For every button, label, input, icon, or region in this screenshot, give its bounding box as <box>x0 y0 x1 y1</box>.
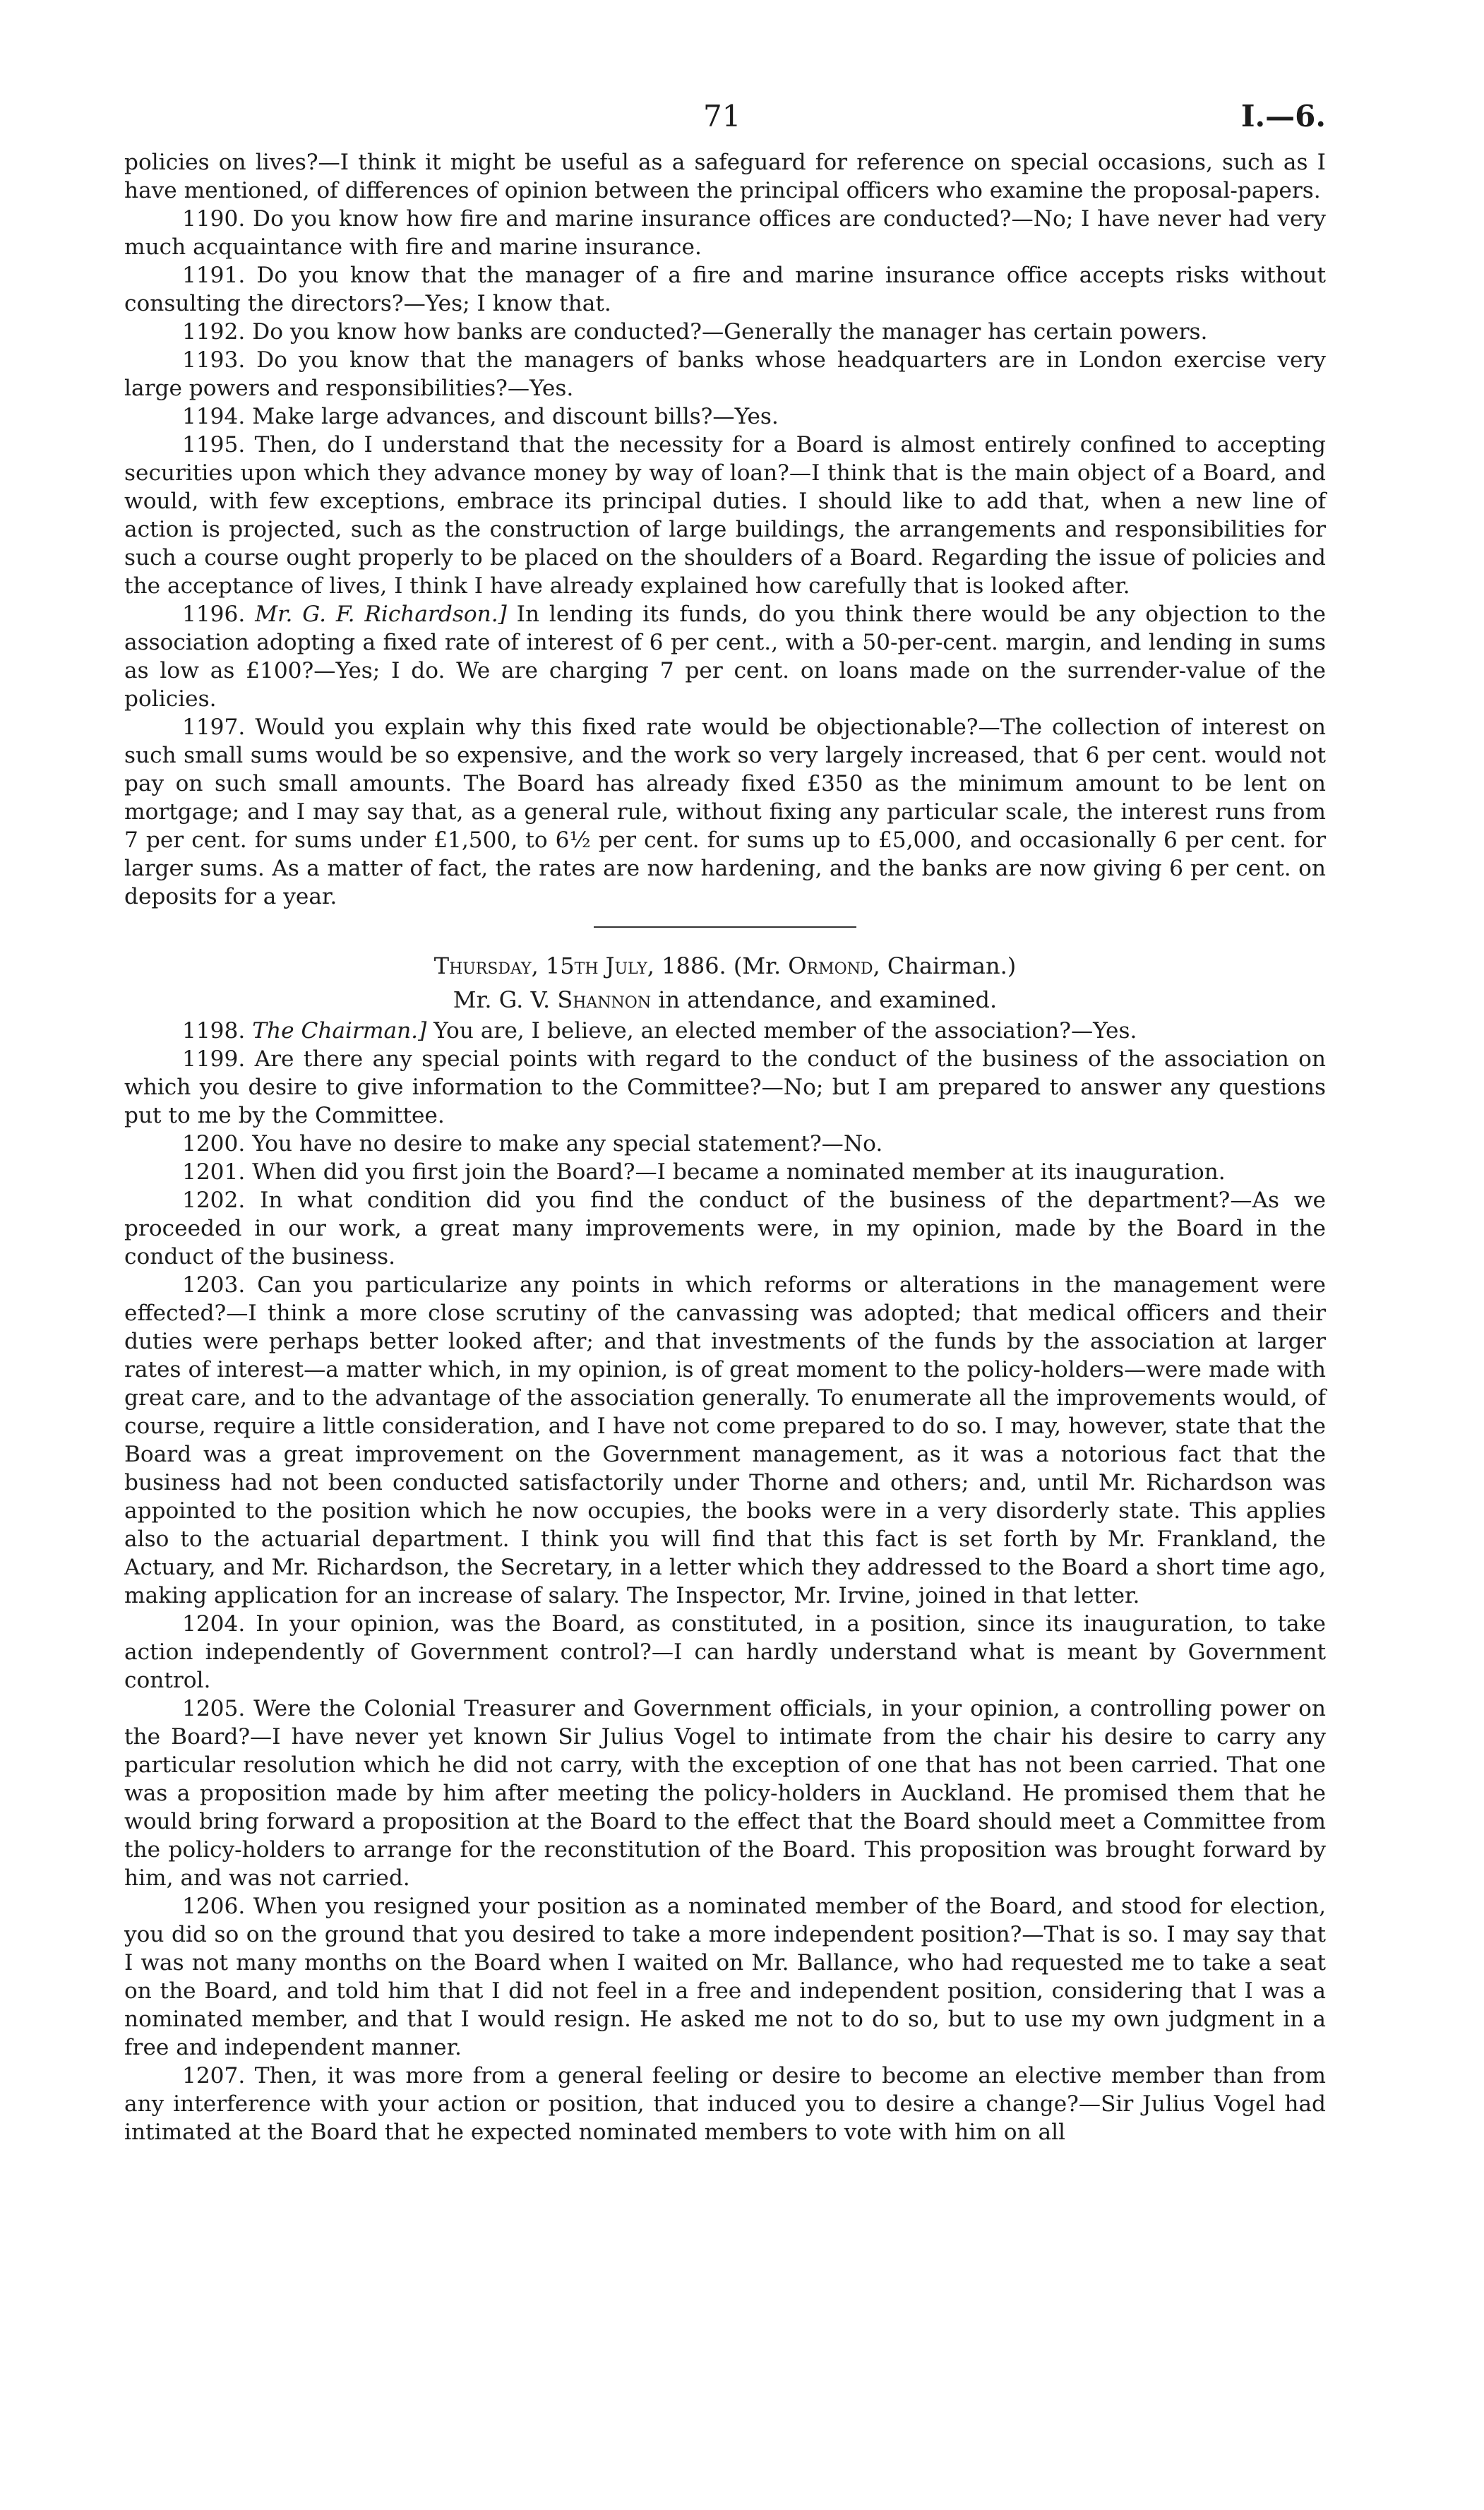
question-1196 <box>124 600 1326 713</box>
question-number: 1196. <box>182 602 246 627</box>
question-text: In lending its funds, do you think there would be any objection to the association adopting a fixed rate of interest of 6 per cent., with a 50-per-cent. margin, and lending in sums as low as £100?—Yes; I do. We are charging 7 per cent. on loans made on the surrender-value of the policies. <box>124 602 1327 712</box>
witness-prefix: Mr. G. V. <box>453 986 551 1013</box>
question-1194: 1194. Make large advances, and discount bills?—Yes. <box>182 404 779 429</box>
question-1195: 1195. Then, do I understand that the necessity for a Board is almost entirely confined to accepting securities upon which they advance money by way of loan?—I think that is the main object of a Board, and would, with few exceptions, embrace its principal duties. I should like to add that, when a new line of action is projected, such as the construction of large buildings, the arrangements and responsibilities for such a course ought properly to be placed on the shoulders of a Board. Regarding the issue of policies and the acceptance of lives, I think I have already explained how carefully that is looked after. <box>124 432 1326 599</box>
page-header <box>124 0 1326 148</box>
session-heading <box>124 949 1326 983</box>
question-1192: 1192. Do you know how banks are conducted?—Generally the manager has certain powers. <box>182 319 1208 345</box>
question-1204: 1204. In your opinion, was the Board, as constituted, in a position, since its inauguration, to take action independently of Government control?—I can hardly understand what is meant by Government control. <box>124 1611 1326 1693</box>
question-1197: 1197. Would you explain why this fixed rate would be objectionable?—The collection of interest on such small sums would be so expensive, and the work so very largely increased, that 6 per cent. would not pay on such small amounts. The Board has already fixed £350 as the minimum amount to be lent on mortgage; and I may say that, as a general rule, without fixing any particular scale, the interest runs from 7 per cent. for sums under £1,500, to 6½ per cent. for sums up to £5,000, and occasionally 6 per cent. for larger sums. As a matter of fact, the rates are now hardening, and the banks are now giving 6 per cent. on deposits for a year. <box>124 715 1326 909</box>
question-1202: 1202. In what condition did you find the conduct of the business of the department?—As we proceeded in our work, a great many improvements were, in my opinion, made by the Board in the conduct of the business. <box>124 1188 1326 1269</box>
chair-open: (Mr. <box>733 952 782 979</box>
question-1191: 1191. Do you know that the manager of a fire and marine insurance office accepts risks without consulting the directors?—Yes; I know that. <box>124 263 1326 316</box>
page-body <box>124 148 1326 2146</box>
document-page <box>124 0 1326 2510</box>
page-number: 71 <box>703 99 741 133</box>
question-1203: 1203. Can you particularize any points in which reforms or alterations in the management were effected?—I think a more close scrutiny of the canvassing was adopted; that medical officers and their duties were perhaps better looked after; and that investments of the funds by the association at larger rates of interest—a matter which, in my opinion, is of great moment to the policy-holders—were made with great care, and to the advantage of the association generally. To enumerate all the improvements would, of course, require a little consideration, and I have not come prepared to do so. I may, however, state that the Board was a great improvement on the Government management, as it was a notorious fact that the business had not been conducted satisfactorily under Thorne and others; and, until Mr. Richardson was appointed to the position which he now occupies, the books were in a very disorderly state. This applies also to the actuarial department. I think you will find that this fact is set forth by Mr. Frankland, the Actuary, and Mr. Richardson, the Secretary, in a letter which they addressed to the Board a short time ago, making application for an increase of salary. The Inspector, Mr. Irvine, joined in that letter. <box>124 1272 1326 1608</box>
question-1200: 1200. You have no desire to make any special statement?—No. <box>182 1131 883 1157</box>
witness-suffix: in attendance, and examined. <box>658 986 998 1013</box>
document-reference: I.—6. <box>1240 99 1326 133</box>
question-1201: 1201. When did you first join the Board?—I became a nominated member at its inauguration. <box>182 1159 1226 1185</box>
question-1198 <box>124 1017 1326 1045</box>
session-date: Thursday, 15th July, 1886. <box>433 952 726 979</box>
question-text: You are, I believe, an elected member of the association?—Yes. <box>433 1018 1137 1044</box>
section-divider <box>594 926 856 928</box>
speaker: The Chairman.] <box>252 1018 427 1044</box>
chair-name: Ormond <box>788 952 873 979</box>
question-1193: 1193. Do you know that the managers of banks whose headquarters are in London exercise very large powers and responsibilities?—Yes. <box>124 347 1326 401</box>
question-1205: 1205. Were the Colonial Treasurer and Government officials, in your opinion, a controlling power on the Board?—I have never yet known Sir Julius Vogel to intimate from the chair his desire to carry any particular resolution which he did not carry, with the exception of one that has not been carried. That one was a proposition made by him after meeting the policy-holders in Auckland. He promised them that he would bring forward a proposition at the Board to the effect that the Board should meet a Committee from the policy-holders to arrange for the reconstitution of the Board. This proposition was brought forward by him, and was not carried. <box>124 1696 1326 1891</box>
question-number: 1198. <box>182 1018 246 1044</box>
continuation-paragraph: policies on lives?—I think it might be useful as a safeguard for reference on special occasions, such as I have mentioned, of differences of opinion between the principal officers who examine the proposal-papers. <box>124 150 1326 203</box>
witness-name: Shannon <box>557 986 652 1013</box>
question-1199: 1199. Are there any special points with regard to the conduct of the business of the association on which you desire to give information to the Committee?—No; but I am prepared to answer any questions put to me by the Committee. <box>124 1046 1326 1128</box>
question-1206: 1206. When you resigned your position as a nominated member of the Board, and stood for election, you did so on the ground that you desired to take a more independent position?—That is so. I may say that I was not many months on the Board when I waited on Mr. Ballance, who had requested me to take a seat on the Board, and told him that I did not feel in a free and independent position, considering that I was a nominated member, and that I would resign. He asked me not to do so, but to use my own judgment in a free and independent manner. <box>124 1894 1326 2060</box>
question-1207: 1207. Then, it was more from a general feeling or desire to become an elective member than from any interference with your action or position, that induced you to desire a change?—Sir Julius Vogel had intimated at the Board that he expected nominated members to vote with him on all <box>124 2063 1326 2145</box>
chair-close: , Chairman.) <box>873 952 1017 979</box>
witness-line <box>124 983 1326 1017</box>
speaker: Mr. G. F. Richardson.] <box>255 602 507 627</box>
question-1190: 1190. Do you know how fire and marine insurance offices are conducted?—No; I have never had very much acquaintance with fire and marine insurance. <box>124 206 1326 260</box>
